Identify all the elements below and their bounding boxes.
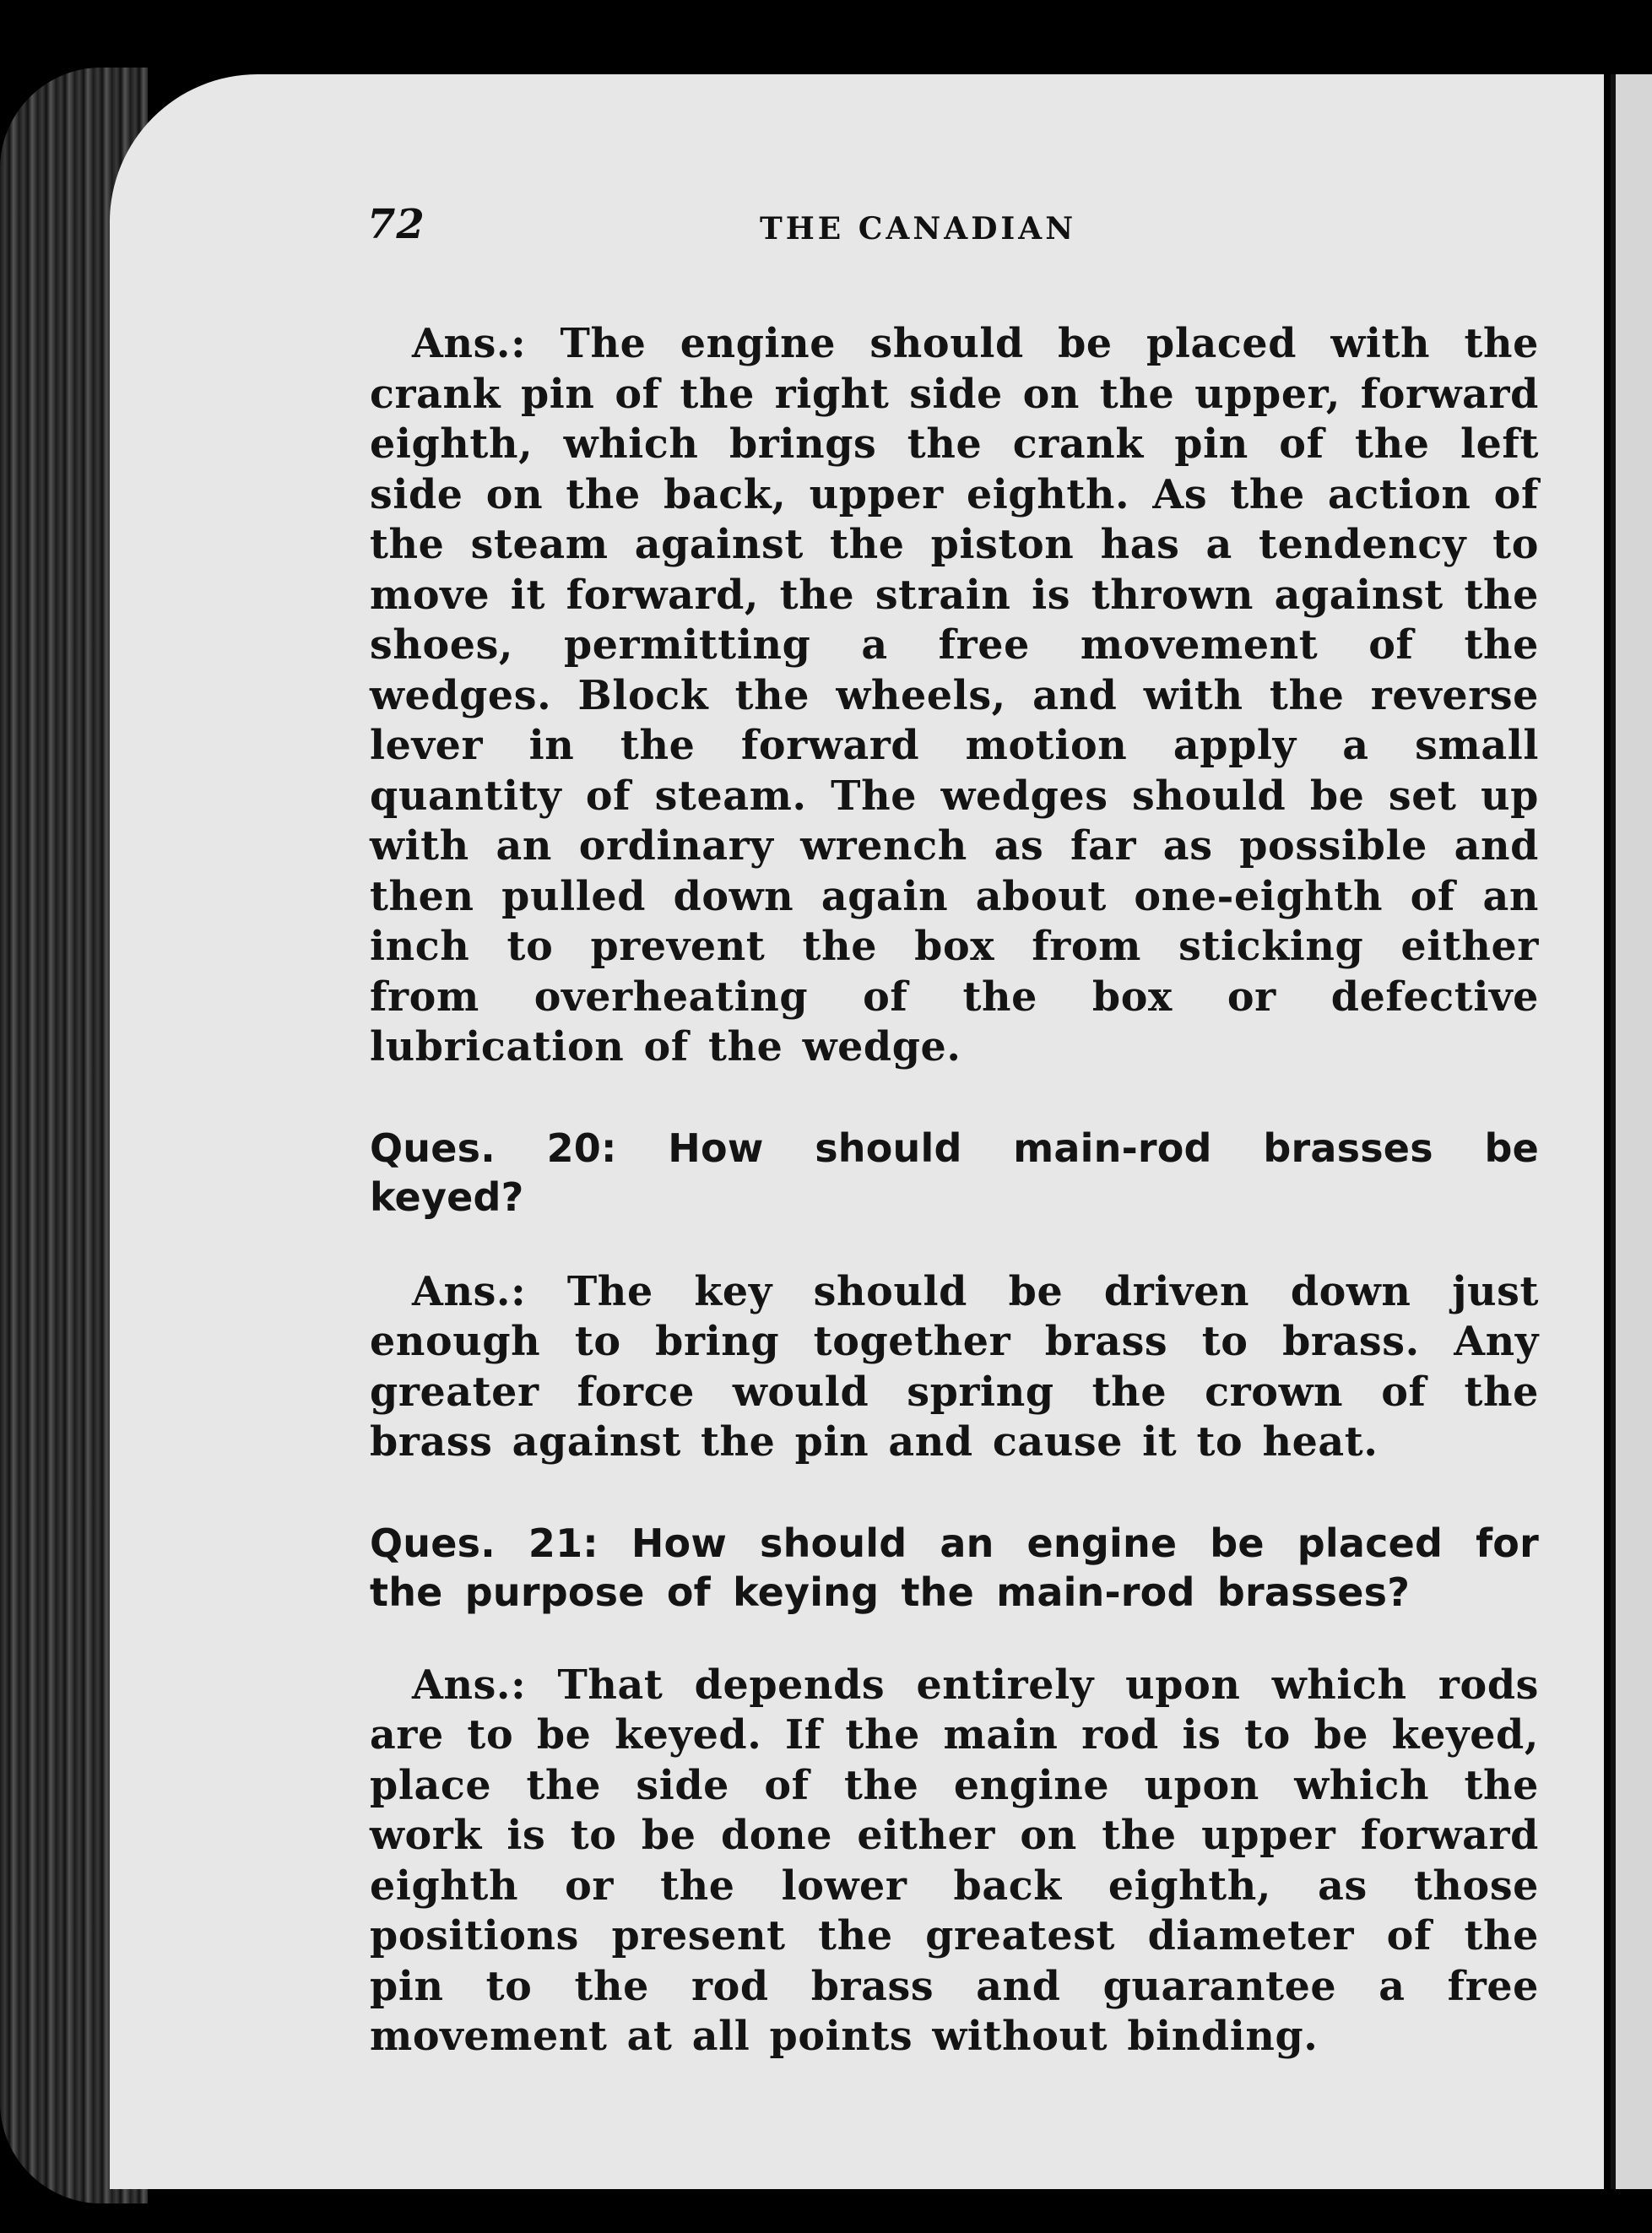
- question-21: [370, 1519, 1539, 1617]
- answer-20-text: Ans.: The key should be driven down just enough to bring together brass to brass. Any greater force would spring the crown of the brass against the pin and cause it to heat.: [370, 1267, 1539, 1466]
- adjacent-page-edge: [1611, 74, 1652, 2189]
- question-20-text: Ques. 20: How should main-rod brasses be keyed?: [370, 1125, 1539, 1220]
- question-21-text: Ques. 21: How should an engine be placed for the purpose of keying the main-rod brasses?: [370, 1520, 1539, 1615]
- answer-21: [370, 1661, 1539, 2062]
- question-20: [370, 1124, 1539, 1222]
- running-head: THE CANADIAN: [760, 211, 1077, 247]
- page-content: [370, 319, 1539, 2062]
- answer-20: [370, 1267, 1539, 1468]
- answer-19: [370, 319, 1539, 1073]
- answer-21-text: Ans.: That depends entirely upon which rods are to be keyed. If the main rod is to be keyed, place the side of the engine upon which the work is to be done either on the upper forward eighth or the lower back eighth, as those positions present the greatest diameter of the pin to the rod brass and guarantee a free movement at all points without binding.: [370, 1661, 1539, 2060]
- page-number: 72: [367, 201, 425, 248]
- page-header: [110, 201, 1604, 302]
- answer-19-text: Ans.: The engine should be placed with the crank pin of the right side on the upper, forward eighth, which brings the crank pin of the left side on the back, upper eighth. As the action of the steam against the piston has a tendency to move it forward, the strain is thrown against the shoes, permitting a free movement of the wedges. Block the wheels, and with the reverse lever in the forward motion apply a small quantity of steam. The wedges should be set up with an ordinary wrench as far as possible and then pulled down again about one-eighth of an inch to prevent the box from sticking either from overheating of the box or defective lubrication of the wedge.: [370, 320, 1539, 1070]
- book-page: [110, 74, 1604, 2189]
